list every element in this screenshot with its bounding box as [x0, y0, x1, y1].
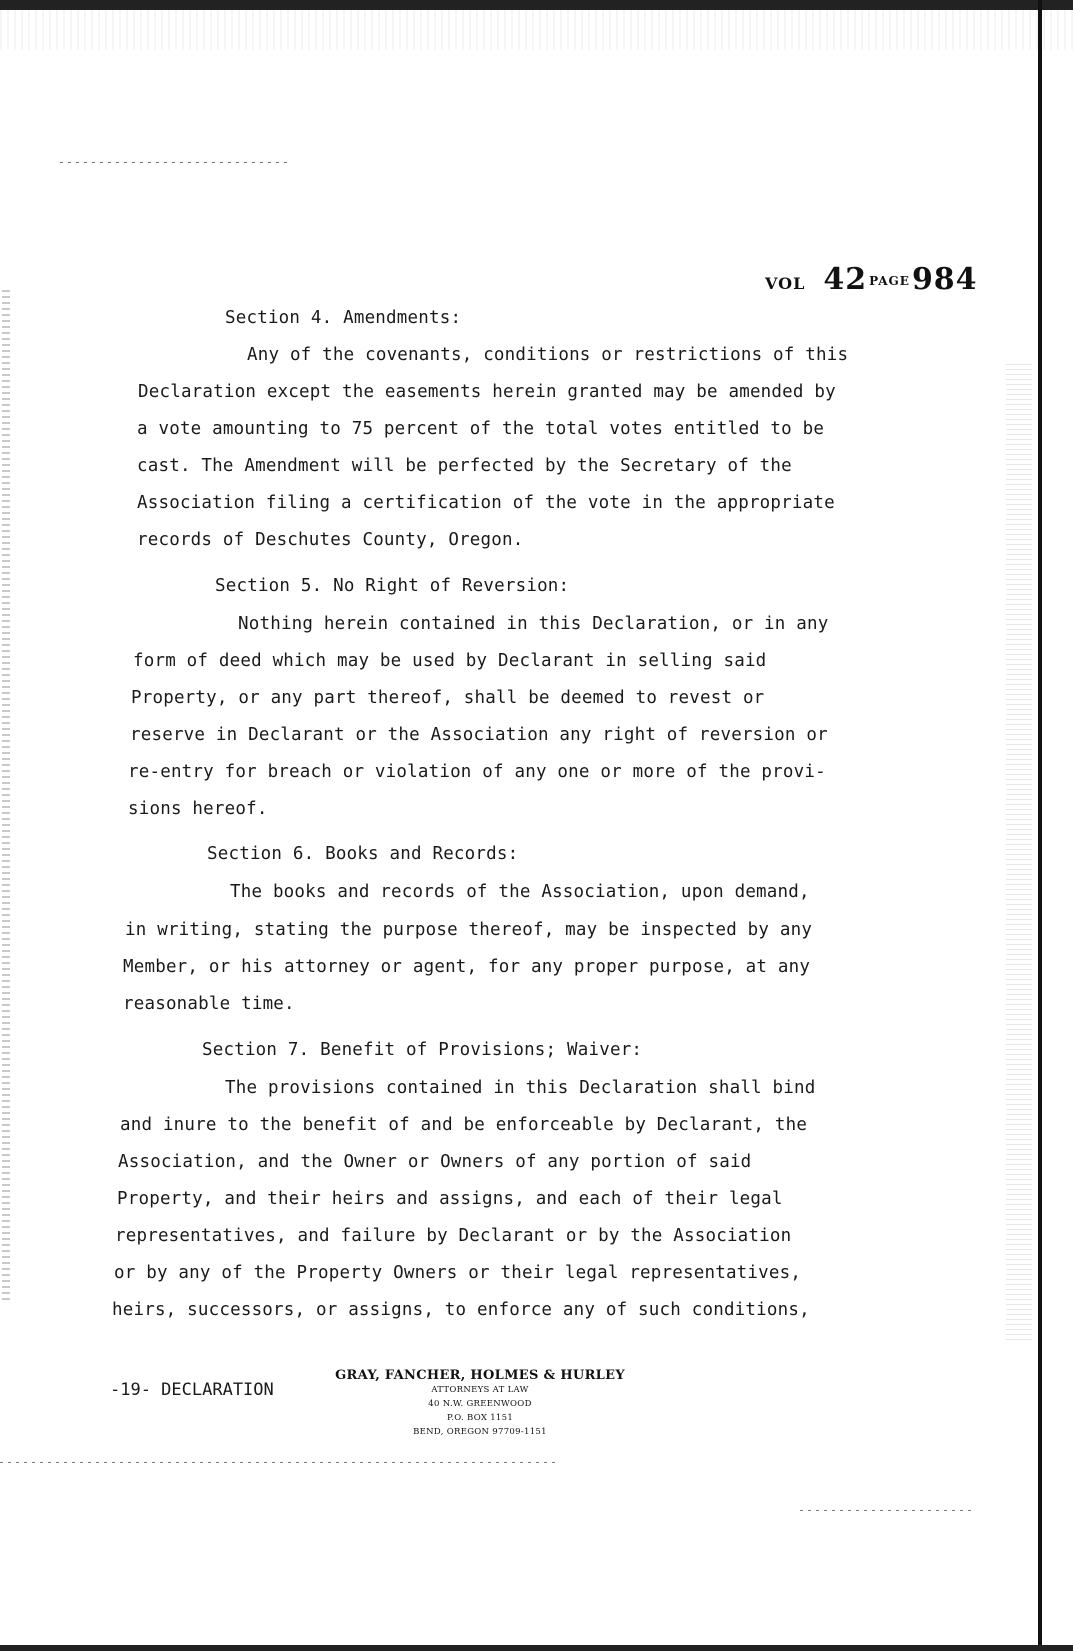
text-line: re-entry for breach or violation of any one or more of the provi- [128, 762, 826, 782]
text-line: Property, and their heirs and assigns, and each of their legal [117, 1189, 783, 1209]
page-number: 984 [911, 262, 978, 297]
text-line: reserve in Declarant or the Association any right of reversion or [130, 725, 828, 745]
firm-pobox: P.O. BOX 1151 [446, 1413, 514, 1423]
text-line: records of Deschutes County, Oregon. [137, 530, 524, 550]
law-firm-block [330, 1368, 630, 1439]
text-line: sions hereof. [128, 799, 268, 819]
text-line: representatives, and failure by Declarant or by the Association [115, 1226, 792, 1246]
firm-title: ATTORNEYS AT LAW [431, 1385, 529, 1395]
text-line: Any of the covenants, conditions or restrictions of this [247, 345, 849, 365]
text-line: heirs, successors, or assigns, to enforce any of such conditions, [112, 1300, 810, 1320]
text-line: Association, and the Owner or Owners of any portion of said [118, 1152, 752, 1172]
scan-dash-line [0, 1462, 560, 1463]
text-line: a vote amounting to 75 percent of the total votes entitled to be [137, 419, 825, 439]
text-line: The books and records of the Association, upon demand, [230, 882, 810, 902]
text-line: form of deed which may be used by Declarant in selling said [133, 651, 767, 671]
section-heading: Section 7. Benefit of Provisions; Waiver: [202, 1040, 643, 1060]
firm-street: 40 N.W. GREENWOOD [428, 1399, 532, 1409]
scan-noise-right [1006, 360, 1032, 1340]
scan-dash-line [800, 1510, 975, 1511]
section-heading: Section 4. Amendments: [225, 308, 462, 328]
page-footer-label: -19- DECLARATION [110, 1380, 274, 1400]
text-line: Association filing a certification of the vote in the appropriate [137, 493, 835, 513]
text-line: Nothing herein contained in this Declaration, or in any [238, 614, 829, 634]
scan-edge-right [1038, 0, 1042, 1651]
vol-number: 42 [823, 262, 868, 297]
scan-noise-top [0, 10, 1073, 50]
section-heading: Section 6. Books and Records: [207, 844, 519, 864]
scan-edge-bottom [0, 1645, 1073, 1651]
text-line: Property, or any part thereof, shall be deemed to revest or [131, 688, 765, 708]
scan-edge-top [0, 0, 1073, 10]
firm-name: GRAY, FANCHER, HOLMES & HURLEY [335, 1368, 625, 1383]
text-line: reasonable time. [123, 994, 295, 1014]
scan-dash-line [60, 162, 290, 163]
firm-city: BEND, OREGON 97709-1151 [413, 1427, 547, 1437]
vol-label: VOL [765, 274, 806, 293]
scan-noise-left [2, 290, 10, 1300]
text-line: cast. The Amendment will be perfected by the Secretary of the [137, 456, 792, 476]
text-line: or by any of the Property Owners or their legal representatives, [114, 1263, 802, 1283]
page-label: PAGE [869, 274, 910, 288]
text-line: and inure to the benefit of and be enforceable by Declarant, the [120, 1115, 808, 1135]
text-line: Member, or his attorney or agent, for any proper purpose, at any [123, 957, 811, 977]
section-heading: Section 5. No Right of Reversion: [215, 576, 570, 596]
text-line: in writing, stating the purpose thereof, may be inspected by any [125, 920, 813, 940]
text-line: Declaration except the easements herein granted may be amended by [138, 382, 836, 402]
text-line: The provisions contained in this Declaration shall bind [225, 1078, 816, 1098]
volume-page-stamp [765, 262, 978, 297]
